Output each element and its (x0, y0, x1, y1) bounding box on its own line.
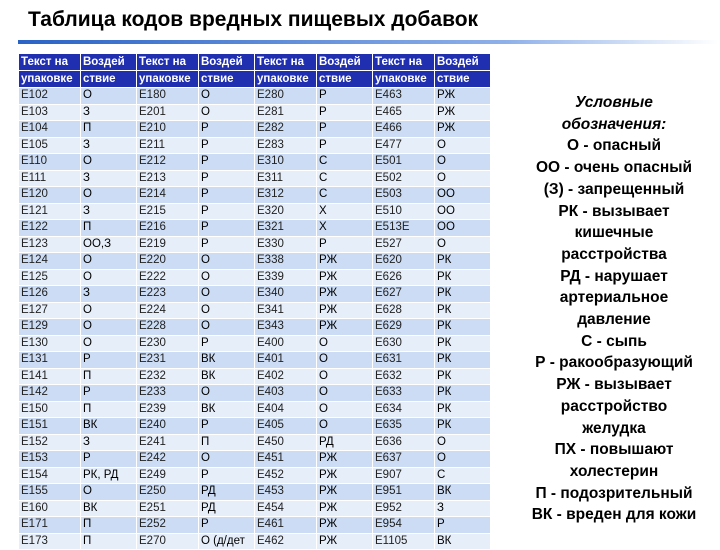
effect-cell: З (81, 203, 137, 220)
effect-cell: П (81, 533, 137, 550)
header-effect-cell: Воздей (317, 54, 373, 71)
additive-code-cell: E212 (137, 154, 199, 171)
effect-cell: О (317, 418, 373, 435)
additive-code-cell: E513Е (373, 220, 435, 237)
additive-code-cell: E219 (137, 236, 199, 253)
additive-code-cell: E503 (373, 187, 435, 204)
legend-item: РД - нарушает (560, 267, 668, 285)
header-code-cell: упаковке (255, 71, 317, 88)
effect-cell: З (81, 434, 137, 451)
additive-code-cell: E154 (19, 467, 81, 484)
additive-code-cell: E228 (137, 319, 199, 336)
legend-item: О - опасный (566, 137, 662, 155)
additive-code-cell: E463 (373, 88, 435, 105)
effect-cell: З (81, 104, 137, 121)
effect-cell: О (199, 302, 255, 319)
effect-cell: О (317, 352, 373, 369)
additive-code-cell: E215 (137, 203, 199, 220)
additive-code-cell: E173 (19, 533, 81, 550)
additive-code-cell: E282 (255, 121, 317, 138)
effect-cell: ВК (199, 401, 255, 418)
additive-code-cell: E131 (19, 352, 81, 369)
additive-code-cell: E466 (373, 121, 435, 138)
effect-cell: З (81, 137, 137, 154)
legend (514, 92, 714, 526)
effect-cell: О (81, 253, 137, 270)
additive-code-cell: E462 (255, 533, 317, 550)
additive-code-cell: E626 (373, 269, 435, 286)
legend-item: С - сыпь (581, 332, 647, 350)
effect-cell: РД (199, 500, 255, 517)
additive-code-cell: E240 (137, 418, 199, 435)
effect-cell: З (81, 170, 137, 187)
additive-code-cell: E129 (19, 319, 81, 336)
table-row (19, 451, 491, 468)
additive-code-cell: E123 (19, 236, 81, 253)
legend-item: (З) - запрещенный (543, 180, 685, 198)
header-code-cell: Текст на (137, 54, 199, 71)
header-row (19, 71, 491, 88)
table-row (19, 484, 491, 501)
additive-code-cell: E160 (19, 500, 81, 517)
effect-cell: РД (199, 484, 255, 501)
additive-code-cell: E637 (373, 451, 435, 468)
additive-code-cell: E510 (373, 203, 435, 220)
effect-cell: О (199, 104, 255, 121)
additive-code-cell: E250 (137, 484, 199, 501)
effect-cell: С (317, 170, 373, 187)
effect-cell: РЖ (317, 517, 373, 534)
effect-cell: О (199, 319, 255, 336)
title-underline (18, 40, 718, 44)
effect-cell: РЖ (317, 500, 373, 517)
effect-cell: З (81, 286, 137, 303)
header-code-cell: упаковке (373, 71, 435, 88)
effect-cell: РЖ (317, 269, 373, 286)
additive-code-cell: E633 (373, 385, 435, 402)
table-row (19, 170, 491, 187)
additive-code-cell: E907 (373, 467, 435, 484)
header-row (19, 54, 491, 71)
additive-code-cell: E312 (255, 187, 317, 204)
additive-code-cell: E631 (373, 352, 435, 369)
effect-cell: РЖ (317, 451, 373, 468)
additive-code-cell: E501 (373, 154, 435, 171)
effect-cell: Р (199, 203, 255, 220)
additive-code-cell: E620 (373, 253, 435, 270)
additives-table (18, 53, 491, 550)
additive-code-cell: E330 (255, 236, 317, 253)
legend-item: РЖ - вызывает (556, 376, 672, 394)
additive-code-cell: E339 (255, 269, 317, 286)
legend-heading-line: Условные (575, 94, 653, 111)
legend-item: Р - ракообразующий (535, 354, 693, 372)
additive-code-cell: E283 (255, 137, 317, 154)
table-row (19, 517, 491, 534)
effect-cell: О (д/дет (199, 533, 255, 550)
effect-cell: Р (317, 88, 373, 105)
effect-cell: П (81, 368, 137, 385)
additive-code-cell: E102 (19, 88, 81, 105)
effect-cell: О (81, 154, 137, 171)
effect-cell: П (199, 434, 255, 451)
effect-cell: РЖ (317, 286, 373, 303)
additive-code-cell: E130 (19, 335, 81, 352)
legend-item: давление (577, 311, 651, 329)
table-row (19, 467, 491, 484)
additive-code-cell: E461 (255, 517, 317, 534)
effect-cell: О (81, 269, 137, 286)
additive-code-cell: E629 (373, 319, 435, 336)
additive-code-cell: E153 (19, 451, 81, 468)
effect-cell: Р (317, 104, 373, 121)
effect-cell: О (199, 451, 255, 468)
effect-cell: РЖ (317, 302, 373, 319)
effect-cell: О (81, 484, 137, 501)
additive-code-cell: E341 (255, 302, 317, 319)
table-row (19, 104, 491, 121)
additive-code-cell: E630 (373, 335, 435, 352)
legend-item: П - подозрительный (535, 484, 693, 502)
additive-code-cell: E126 (19, 286, 81, 303)
effect-cell: РЖ (317, 484, 373, 501)
table-row (19, 154, 491, 171)
header-effect-cell: Воздей (81, 54, 137, 71)
effect-cell: Р (199, 187, 255, 204)
additive-code-cell: E216 (137, 220, 199, 237)
effect-cell: РЖ (435, 121, 491, 138)
effect-cell: П (81, 401, 137, 418)
table-row (19, 236, 491, 253)
header-code-cell: упаковке (137, 71, 199, 88)
effect-cell: О (199, 385, 255, 402)
effect-cell: С (317, 187, 373, 204)
effect-cell: Р (81, 385, 137, 402)
effect-cell: Р (199, 236, 255, 253)
header-code-cell: Текст на (19, 54, 81, 71)
additive-code-cell: E454 (255, 500, 317, 517)
additive-code-cell: E251 (137, 500, 199, 517)
effect-cell: РЖ (435, 88, 491, 105)
effect-cell: О (435, 236, 491, 253)
effect-cell: Р (199, 517, 255, 534)
additive-code-cell: E152 (19, 434, 81, 451)
table-row (19, 352, 491, 369)
additive-code-cell: E120 (19, 187, 81, 204)
additive-code-cell: E231 (137, 352, 199, 369)
legend-item: холестерин (569, 462, 659, 480)
additive-code-cell: E122 (19, 220, 81, 237)
effect-cell: РЖ (317, 253, 373, 270)
additive-code-cell: E320 (255, 203, 317, 220)
additive-code-cell: E502 (373, 170, 435, 187)
additive-code-cell: E954 (373, 517, 435, 534)
legend-items (514, 135, 714, 526)
effect-cell: РК (435, 269, 491, 286)
header-effect-cell: ствие (317, 71, 373, 88)
additive-code-cell: E405 (255, 418, 317, 435)
effect-cell: Р (81, 451, 137, 468)
additive-code-cell: E249 (137, 467, 199, 484)
additive-code-cell: E310 (255, 154, 317, 171)
effect-cell: РК (435, 385, 491, 402)
effect-cell: РК (435, 319, 491, 336)
header-code-cell: Текст на (373, 54, 435, 71)
effect-cell: Р (199, 121, 255, 138)
table-row (19, 302, 491, 319)
effect-cell: РЖ (317, 319, 373, 336)
additive-code-cell: E105 (19, 137, 81, 154)
legend-item: расстройство (560, 397, 668, 415)
additive-code-cell: E632 (373, 368, 435, 385)
effect-cell: РК (435, 286, 491, 303)
additive-code-cell: E627 (373, 286, 435, 303)
effect-cell: РЖ (435, 104, 491, 121)
additive-code-cell: E103 (19, 104, 81, 121)
additive-code-cell: E321 (255, 220, 317, 237)
additive-code-cell: E340 (255, 286, 317, 303)
additive-code-cell: E232 (137, 368, 199, 385)
legend-item: артериальное (559, 289, 669, 307)
legend-heading-line: обозначения: (561, 115, 667, 133)
header-code-cell: упаковке (19, 71, 81, 88)
table-row (19, 269, 491, 286)
additive-code-cell: E952 (373, 500, 435, 517)
additive-code-cell: E343 (255, 319, 317, 336)
additive-code-cell: E155 (19, 484, 81, 501)
additive-code-cell: E400 (255, 335, 317, 352)
table-row (19, 401, 491, 418)
table-row (19, 187, 491, 204)
effect-cell: ВК (435, 533, 491, 550)
effect-cell: О (81, 319, 137, 336)
table-row (19, 335, 491, 352)
legend-item: расстройства (561, 245, 667, 263)
additive-code-cell: E450 (255, 434, 317, 451)
effect-cell: О (199, 286, 255, 303)
header-effect-cell: Воздей (435, 54, 491, 71)
additive-code-cell: E1105 (373, 533, 435, 550)
additive-code-cell: E465 (373, 104, 435, 121)
additive-code-cell: E220 (137, 253, 199, 270)
effect-cell: Х (317, 220, 373, 237)
additive-code-cell: E104 (19, 121, 81, 138)
table-row (19, 121, 491, 138)
additive-code-cell: E404 (255, 401, 317, 418)
effect-cell: Р (199, 335, 255, 352)
additive-code-cell: E280 (255, 88, 317, 105)
effect-cell: РД (317, 434, 373, 451)
additive-code-cell: E403 (255, 385, 317, 402)
effect-cell: РК (435, 352, 491, 369)
additive-code-cell: E270 (137, 533, 199, 550)
effect-cell: О (317, 335, 373, 352)
table-row (19, 286, 491, 303)
additive-code-cell: E213 (137, 170, 199, 187)
effect-cell: Х (317, 203, 373, 220)
additive-code-cell: E142 (19, 385, 81, 402)
effect-cell: Р (317, 236, 373, 253)
effect-cell: Р (317, 121, 373, 138)
additive-code-cell: E401 (255, 352, 317, 369)
additive-code-cell: E224 (137, 302, 199, 319)
effect-cell: РК (435, 335, 491, 352)
additive-code-cell: E402 (255, 368, 317, 385)
additive-code-cell: E338 (255, 253, 317, 270)
effect-cell: Р (199, 467, 255, 484)
legend-item: желудка (582, 419, 646, 437)
effect-cell: О (81, 335, 137, 352)
additive-code-cell: E211 (137, 137, 199, 154)
effect-cell: З (435, 500, 491, 517)
additive-code-cell: E171 (19, 517, 81, 534)
table-body (19, 88, 491, 550)
effect-cell: ВК (81, 500, 137, 517)
effect-cell: Р (199, 137, 255, 154)
additive-code-cell: E151 (19, 418, 81, 435)
additive-code-cell: E111 (19, 170, 81, 187)
effect-cell: П (81, 121, 137, 138)
effect-cell: О (435, 154, 491, 171)
table-row (19, 434, 491, 451)
table-row (19, 203, 491, 220)
additive-code-cell: E252 (137, 517, 199, 534)
effect-cell: ОО (435, 187, 491, 204)
additive-code-cell: E636 (373, 434, 435, 451)
additive-code-cell: E635 (373, 418, 435, 435)
effect-cell: ОО,З (81, 236, 137, 253)
effect-cell: С (317, 154, 373, 171)
effect-cell: РК (435, 253, 491, 270)
effect-cell: О (435, 451, 491, 468)
effect-cell: О (81, 88, 137, 105)
effect-cell: РК, РД (81, 467, 137, 484)
additive-code-cell: E241 (137, 434, 199, 451)
legend-item: РК - вызывает (558, 202, 670, 220)
header-effect-cell: ствие (81, 71, 137, 88)
additive-code-cell: E223 (137, 286, 199, 303)
effect-cell: П (81, 517, 137, 534)
additive-code-cell: E527 (373, 236, 435, 253)
additive-code-cell: E951 (373, 484, 435, 501)
legend-item: ПХ - повышают (554, 441, 674, 459)
table-row (19, 500, 491, 517)
header-code-cell: Текст на (255, 54, 317, 71)
additive-code-cell: E214 (137, 187, 199, 204)
table-row (19, 418, 491, 435)
effect-cell: О (317, 368, 373, 385)
effect-cell: Р (199, 170, 255, 187)
effect-cell: О (199, 269, 255, 286)
legend-item: ВК - вреден для кожи (531, 506, 697, 524)
effect-cell: С (435, 467, 491, 484)
effect-cell: О (435, 137, 491, 154)
additive-code-cell: E233 (137, 385, 199, 402)
additive-code-cell: E125 (19, 269, 81, 286)
additive-code-cell: E634 (373, 401, 435, 418)
effect-cell: Р (199, 220, 255, 237)
additive-code-cell: E121 (19, 203, 81, 220)
effect-cell: О (317, 401, 373, 418)
additive-code-cell: E281 (255, 104, 317, 121)
effect-cell: О (199, 253, 255, 270)
effect-cell: Р (199, 154, 255, 171)
effect-cell: ОО (435, 220, 491, 237)
legend-item: ОО - очень опасный (536, 159, 692, 177)
additive-code-cell: E451 (255, 451, 317, 468)
header-effect-cell: ствие (199, 71, 255, 88)
table-row (19, 220, 491, 237)
effect-cell: РК (435, 401, 491, 418)
table-row (19, 253, 491, 270)
effect-cell: П (81, 220, 137, 237)
effect-cell: О (199, 88, 255, 105)
effect-cell: ВК (199, 368, 255, 385)
additive-code-cell: E150 (19, 401, 81, 418)
page-title: Таблица кодов вредных пищевых добавок (28, 8, 479, 31)
table-row (19, 385, 491, 402)
legend-item: кишечные (574, 224, 654, 242)
additive-code-cell: E124 (19, 253, 81, 270)
effect-cell: РК (435, 368, 491, 385)
additive-code-cell: E222 (137, 269, 199, 286)
table-row (19, 88, 491, 105)
effect-cell: О (435, 170, 491, 187)
effect-cell: Р (199, 418, 255, 435)
effect-cell: РК (435, 302, 491, 319)
header-effect-cell: Воздей (199, 54, 255, 71)
table-row (19, 533, 491, 550)
effect-cell: О (435, 434, 491, 451)
additive-code-cell: E127 (19, 302, 81, 319)
additive-code-cell: E110 (19, 154, 81, 171)
table-header (19, 54, 491, 88)
effect-cell: Р (317, 137, 373, 154)
additive-code-cell: E141 (19, 368, 81, 385)
effect-cell: РК (435, 418, 491, 435)
effect-cell: Р (81, 352, 137, 369)
legend-heading (514, 92, 714, 135)
additive-code-cell: E180 (137, 88, 199, 105)
effect-cell: РЖ (317, 467, 373, 484)
effect-cell: ВК (435, 484, 491, 501)
effect-cell: ВК (81, 418, 137, 435)
effect-cell: Р (435, 517, 491, 534)
additive-code-cell: E230 (137, 335, 199, 352)
effect-cell: О (81, 187, 137, 204)
additive-code-cell: E242 (137, 451, 199, 468)
table-row (19, 368, 491, 385)
effect-cell: О (81, 302, 137, 319)
effect-cell: О (317, 385, 373, 402)
additive-code-cell: E628 (373, 302, 435, 319)
additive-code-cell: E453 (255, 484, 317, 501)
effect-cell: РЖ (317, 533, 373, 550)
additive-code-cell: E210 (137, 121, 199, 138)
table-row (19, 319, 491, 336)
header-effect-cell: ствие (435, 71, 491, 88)
table-row (19, 137, 491, 154)
additive-code-cell: E311 (255, 170, 317, 187)
effect-cell: ОО (435, 203, 491, 220)
additive-code-cell: E452 (255, 467, 317, 484)
additive-code-cell: E477 (373, 137, 435, 154)
effect-cell: ВК (199, 352, 255, 369)
additive-code-cell: E201 (137, 104, 199, 121)
additive-code-cell: E239 (137, 401, 199, 418)
